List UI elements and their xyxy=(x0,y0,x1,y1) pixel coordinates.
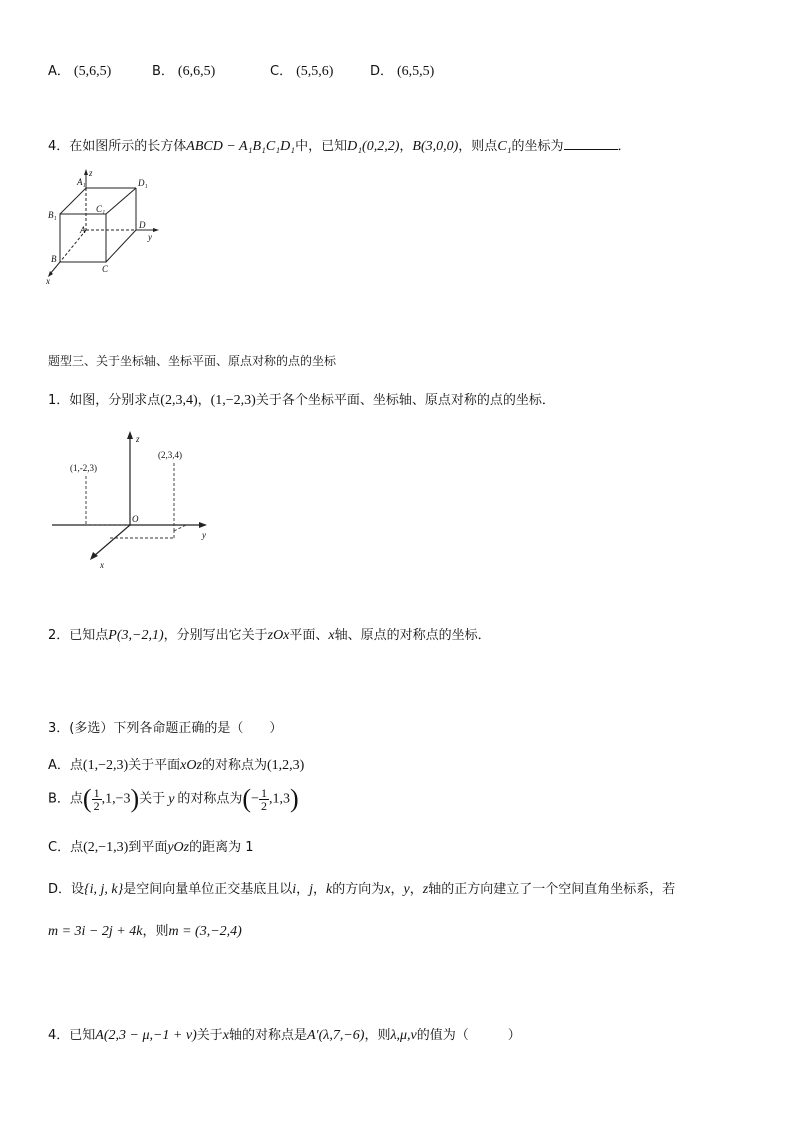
problem-3-option-d-line1: D．设{i, j, k}是空间向量单位正交基底且以i，j，k的方向为x，y，z轴的正方向建立了一个空间直角坐标系，若 xyxy=(48,882,676,897)
axes-label-o: O xyxy=(132,514,139,524)
axes-label-y: y xyxy=(202,530,206,540)
box-label-x: x xyxy=(46,276,50,286)
question-4-cuboid: 4．在如图所示的长方体ABCD − A₁B₁C₁D₁中，已知D₁(0,2,2)，B(3,0,0)，则点C₁的坐标为 ． xyxy=(48,139,631,154)
axes-label-x: x xyxy=(100,560,104,570)
box-label-a: A xyxy=(80,225,86,235)
problem-1: 1．如图，分别求点(2,3,4)，(1,−2,3)关于各个坐标平面、坐标轴、原点对称的点的坐标． xyxy=(48,393,555,408)
option-a: A． (5,6,5) xyxy=(48,64,112,79)
problem-3-stem: 3．(多选）下列各命题正确的是（ ） xyxy=(48,721,283,736)
box-label-b1: B₁ xyxy=(48,210,57,220)
option-c: C． (5,5,6) xyxy=(270,64,334,79)
problem-3-option-b: B．点( $\frac{1}{2}$ ,1,−3)关于 y 的对称点为(− $\frac{1}{2}$ ,1,3) xyxy=(48,784,299,813)
box-label-d: D xyxy=(139,220,146,230)
answer-blank xyxy=(564,137,618,150)
problem-3-option-c: C．点(2,−1,3)到平面yOz的距离为 1 xyxy=(48,840,254,855)
section-title: 题型三、关于坐标轴、坐标平面、原点对称的点的坐标 xyxy=(48,354,337,368)
box-label-d1: D₁ xyxy=(138,178,148,188)
point-label-right: (2,3,4) xyxy=(158,450,182,460)
axes-figure xyxy=(50,428,220,573)
option-b: B． (6,6,5) xyxy=(152,64,216,79)
problem-3-option-d-line2: m = 3i − 2j + 4k，则m = (3,−2,4) xyxy=(48,924,242,939)
problem-4: 4．已知A(2,3 − μ,−1 + v)关于x轴的对称点是A′(λ,7,−6)，则λ,μ,v的值为（ ） xyxy=(48,1028,521,1043)
problem-2: 2．已知点P(3,−2,1)，分别写出它关于zOx平面、x轴、原点的对称点的坐标． xyxy=(48,628,491,643)
box-label-c: C xyxy=(102,264,109,274)
box-label-a1: A₁ xyxy=(77,177,86,187)
box-label-b: B xyxy=(51,254,57,264)
point-label-left: (1,-2,3) xyxy=(70,463,97,473)
problem-3-option-a: A．点(1,−2,3)关于平面xOz的对称点为(1,2,3) xyxy=(48,758,305,773)
axes-label-z: z xyxy=(136,434,140,444)
box-label-c1: C₁ xyxy=(96,204,106,214)
box-label-y: y xyxy=(148,232,152,242)
cuboid-figure xyxy=(44,168,174,288)
option-d: D． (6,5,5) xyxy=(370,64,435,79)
box-label-z: z xyxy=(89,168,93,178)
